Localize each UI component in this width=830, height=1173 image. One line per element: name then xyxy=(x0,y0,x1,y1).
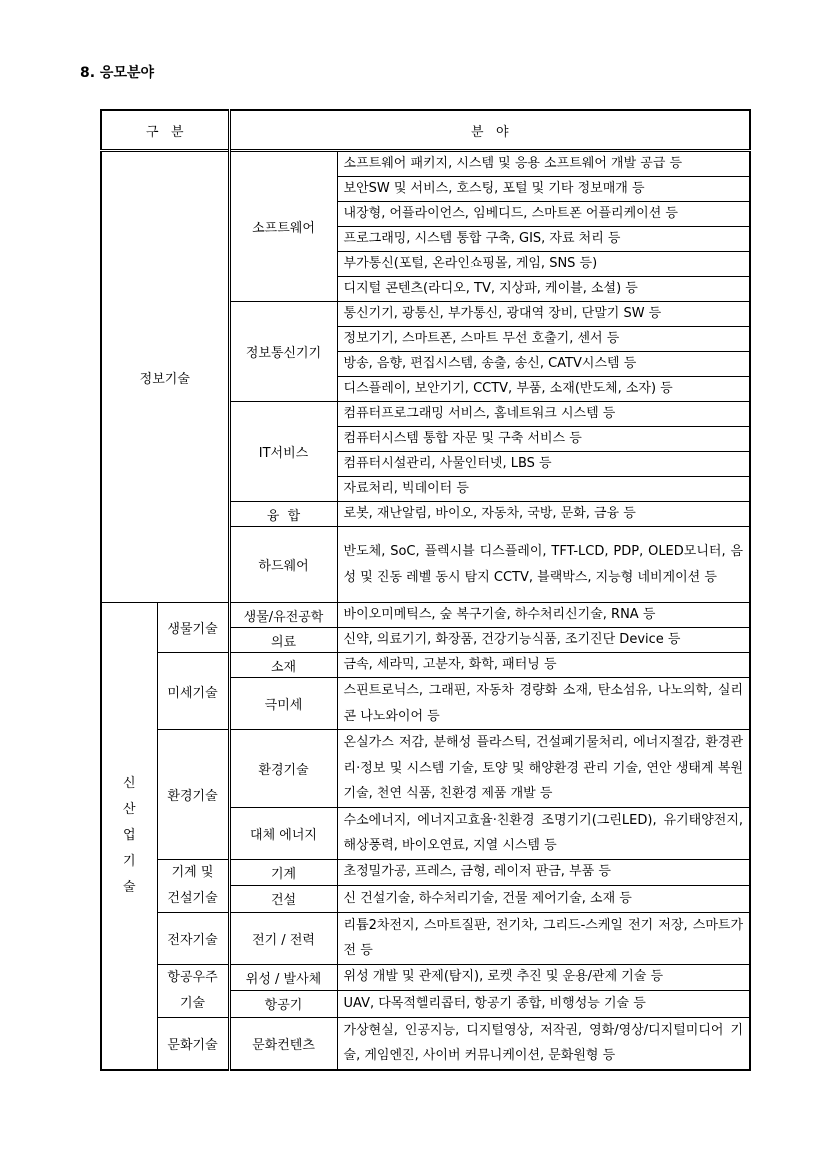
field-item: 수소에너지, 에너지고효율·친환경 조명기기(그린LED), 유기태양전지, 해상풍력, 바이오연료, 지열 시스템 등 xyxy=(337,807,750,859)
field-item: 바이오미메틱스, 숲 복구기술, 하수처리신기술, RNA 등 xyxy=(337,603,750,628)
sub-env-tech: 환경기술 xyxy=(229,730,337,808)
cat-machinery: 기계 및 건설기술 xyxy=(157,859,229,912)
table-header-row xyxy=(101,110,750,151)
table-row xyxy=(101,912,750,964)
field-item: 금속, 세라믹, 고분자, 화학, 패터닝 등 xyxy=(337,653,750,678)
field-item: 로봇, 재난알림, 바이오, 자동차, 국방, 문화, 금융 등 xyxy=(337,502,750,527)
application-fields-table xyxy=(100,109,751,1071)
sub-alt-energy: 대체 에너지 xyxy=(229,807,337,859)
field-item: 반도체, SoC, 플렉시블 디스플레이, TFT-LCD, PDP, OLED모니터, 음성 및 진동 레벨 동시 탐지 CCTV, 블랙박스, 지능형 네비게이션 등 xyxy=(337,527,750,603)
sub-aircraft: 항공기 xyxy=(229,991,337,1018)
table-row xyxy=(101,653,750,678)
cat-culture: 문화기술 xyxy=(157,1017,229,1070)
cat-bio: 생물기술 xyxy=(157,603,229,653)
field-item: 프로그래밍, 시스템 통합 구축, GIS, 자료 처리 등 xyxy=(337,227,750,252)
subgroup-it-services: IT서비스 xyxy=(229,402,337,502)
field-item: 가상현실, 인공지능, 디지털영상, 저작권, 영화/영상/디지털미디어 기술, 게임엔진, 사이버 커뮤니케이션, 문화원형 등 xyxy=(337,1017,750,1070)
field-item: 정보기기, 스마트폰, 스마트 무선 호출기, 센서 등 xyxy=(337,327,750,352)
table-row xyxy=(101,859,750,886)
cat-env: 환경기술 xyxy=(157,730,229,860)
field-item: 통신기기, 광통신, 부가통신, 광대역 장비, 단말기 SW 등 xyxy=(337,302,750,327)
subgroup-software: 소프트웨어 xyxy=(229,151,337,302)
info-tech-category: 정보기술 xyxy=(101,151,229,603)
cat-micro: 미세기술 xyxy=(157,653,229,730)
field-item: 위성 개발 및 관제(탐지), 로켓 추진 및 운용/관제 기술 등 xyxy=(337,964,750,991)
field-item: 컴퓨터시스템 통합 자문 및 구축 서비스 등 xyxy=(337,427,750,452)
header-category: 구 분 xyxy=(101,110,229,151)
sub-medical: 의료 xyxy=(229,628,337,653)
cat-aerospace: 항공우주 기술 xyxy=(157,964,229,1017)
sub-bio-genetics: 생물/유전공학 xyxy=(229,603,337,628)
table-row xyxy=(101,603,750,628)
field-item: 내장형, 어플라이언스, 임베디드, 스마트폰 어플리케이션 등 xyxy=(337,202,750,227)
sub-culture-content: 문화컨텐츠 xyxy=(229,1017,337,1070)
field-item: 스핀트로닉스, 그래핀, 자동차 경량화 소재, 탄소섬유, 나노의학, 실리콘 나노와이어 등 xyxy=(337,678,750,730)
sub-construction: 건설 xyxy=(229,886,337,913)
field-item: 자료처리, 빅데이터 등 xyxy=(337,477,750,502)
subgroup-hardware: 하드웨어 xyxy=(229,527,337,603)
field-item: 소프트웨어 패키지, 시스템 및 응용 소프트웨어 개발 공급 등 xyxy=(337,151,750,177)
field-item: 디스플레이, 보안기기, CCTV, 부품, 소재(반도체, 소자) 등 xyxy=(337,377,750,402)
field-item: 초정밀가공, 프레스, 금형, 레이저 판금, 부품 등 xyxy=(337,859,750,886)
field-item: 컴퓨터프로그래밍 서비스, 홈네트워크 시스템 등 xyxy=(337,402,750,427)
field-item: 컴퓨터시설관리, 사물인터넷, LBS 등 xyxy=(337,452,750,477)
table-row xyxy=(101,1017,750,1070)
field-item: 디지털 콘텐츠(라디오, TV, 지상파, 케이블, 소셜) 등 xyxy=(337,277,750,302)
cat-electronics: 전자기술 xyxy=(157,912,229,964)
sub-satellite: 위성 / 발사체 xyxy=(229,964,337,991)
field-item: 방송, 음향, 편집시스템, 송출, 송신, CATV시스템 등 xyxy=(337,352,750,377)
table-row xyxy=(101,730,750,808)
field-item: 보안SW 및 서비스, 호스팅, 포털 및 기타 정보매개 등 xyxy=(337,177,750,202)
field-item: 신약, 의료기기, 화장품, 건강기능식품, 조기진단 Device 등 xyxy=(337,628,750,653)
subgroup-ict-devices: 정보통신기기 xyxy=(229,302,337,402)
sub-power: 전기 / 전력 xyxy=(229,912,337,964)
table-row xyxy=(101,964,750,991)
field-item: 신 건설기술, 하수처리기술, 건물 제어기술, 소재 등 xyxy=(337,886,750,913)
field-item: 온실가스 저감, 분해성 플라스틱, 건설폐기물처리, 에너지절감, 환경관리·정보 및 시스템 기술, 토양 및 해양환경 관리 기술, 연안 생태계 복원기술, 천연 식품, 친환경 제품 개발 등 xyxy=(337,730,750,808)
sub-materials: 소재 xyxy=(229,653,337,678)
sub-machinery: 기계 xyxy=(229,859,337,886)
section-heading: 8. 응모분야 xyxy=(80,65,155,81)
table-row xyxy=(101,151,750,177)
field-item: 부가통신(포털, 온라인쇼핑몰, 게임, SNS 등) xyxy=(337,252,750,277)
field-item: UAV, 다목적헬리콥터, 항공기 종합, 비행성능 기술 등 xyxy=(337,991,750,1018)
header-field: 분 야 xyxy=(229,110,750,151)
sub-nano: 극미세 xyxy=(229,678,337,730)
field-item: 리튬2차전지, 스마트질판, 전기차, 그리드-스케일 전기 저장, 스마트가전 등 xyxy=(337,912,750,964)
subgroup-convergence: 융 합 xyxy=(229,502,337,527)
new-industry-category: 신 산 업 기 술 xyxy=(101,603,157,1070)
